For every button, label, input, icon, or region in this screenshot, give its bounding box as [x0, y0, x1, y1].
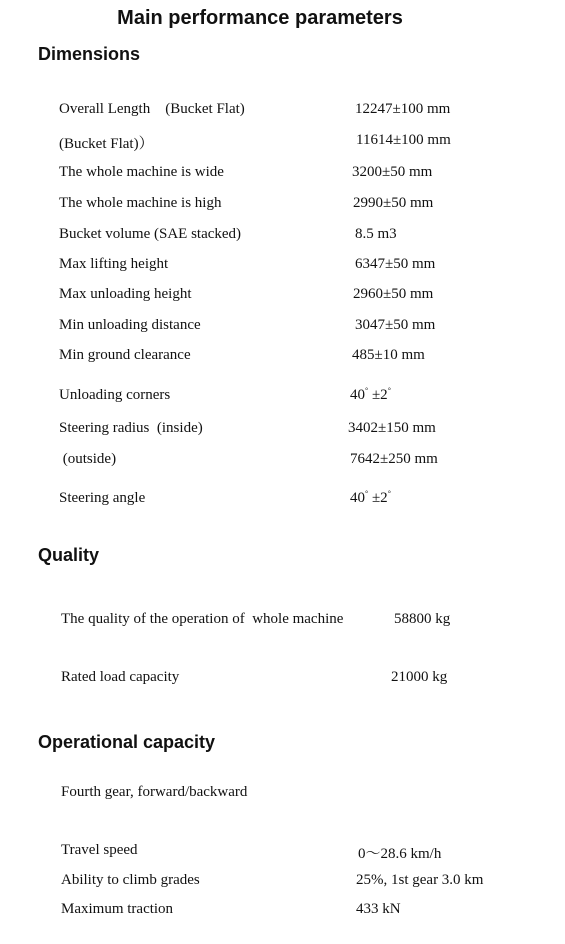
section-heading-quality: Quality	[38, 545, 100, 565]
param-value-machine-width: 3200±50 mm	[352, 164, 433, 180]
param-label-steering-radius-inside: Steering radius (inside)	[59, 420, 203, 436]
param-label-min-unloading-distance: Min unloading distance	[59, 317, 201, 333]
param-value-bucket-flat: 11614±100 mm	[356, 132, 451, 148]
param-value-steering-radius-outside: 7642±250 mm	[350, 451, 438, 467]
param-label-travel-speed: Travel speed	[61, 842, 138, 858]
param-value-rated-load: 21000 kg	[391, 669, 448, 685]
param-label-bucket-flat: (Bucket Flat)）	[59, 136, 154, 152]
param-value-machine-height: 2990±50 mm	[353, 195, 434, 211]
param-value-steering-radius-inside: 3402±150 mm	[348, 420, 436, 436]
param-value-max-lifting-height: 6347±50 mm	[355, 256, 436, 272]
section-heading-operational: Operational capacity	[38, 732, 216, 752]
param-label-steering-angle: Steering angle	[59, 490, 146, 506]
param-value-unloading-corners: 40° ±2°	[350, 386, 391, 403]
param-label-min-ground-clearance: Min ground clearance	[59, 347, 191, 363]
param-label-max-unloading-height: Max unloading height	[59, 286, 192, 302]
operational-note: Fourth gear, forward/backward	[61, 784, 248, 800]
param-value-travel-speed: 0～28.6 km/h	[358, 846, 442, 862]
param-value-max-unloading-height: 2960±50 mm	[353, 286, 434, 302]
param-label-machine-height: The whole machine is high	[59, 195, 222, 211]
param-label-maximum-traction: Maximum traction	[61, 901, 174, 917]
param-label-rated-load: Rated load capacity	[61, 669, 180, 685]
param-value-steering-angle: 40° ±2°	[350, 489, 391, 506]
param-value-min-unloading-distance: 3047±50 mm	[355, 317, 436, 333]
param-label-max-lifting-height: Max lifting height	[59, 256, 169, 272]
param-label-unloading-corners: Unloading corners	[59, 387, 171, 403]
param-value-bucket-volume: 8.5 m3	[355, 226, 397, 242]
param-label-bucket-volume: Bucket volume (SAE stacked)	[59, 226, 242, 242]
param-label-steering-radius-outside: (outside)	[59, 451, 117, 467]
section-heading-dimensions: Dimensions	[38, 44, 141, 64]
param-label-machine-width: The whole machine is wide	[59, 164, 224, 180]
page-title: Main performance parameters	[117, 7, 403, 29]
param-label-operating-mass: The quality of the operation of whole machine	[61, 611, 344, 627]
param-label-overall-length: Overall Length (Bucket Flat)	[59, 101, 245, 117]
param-value-operating-mass: 58800 kg	[394, 611, 451, 627]
param-value-maximum-traction: 433 kN	[356, 901, 401, 917]
param-value-climb-grades: 25%, 1st gear 3.0 km	[356, 872, 484, 888]
param-label-climb-grades: Ability to climb grades	[61, 872, 200, 888]
param-value-overall-length: 12247±100 mm	[355, 101, 451, 117]
param-value-min-ground-clearance: 485±10 mm	[352, 347, 425, 363]
